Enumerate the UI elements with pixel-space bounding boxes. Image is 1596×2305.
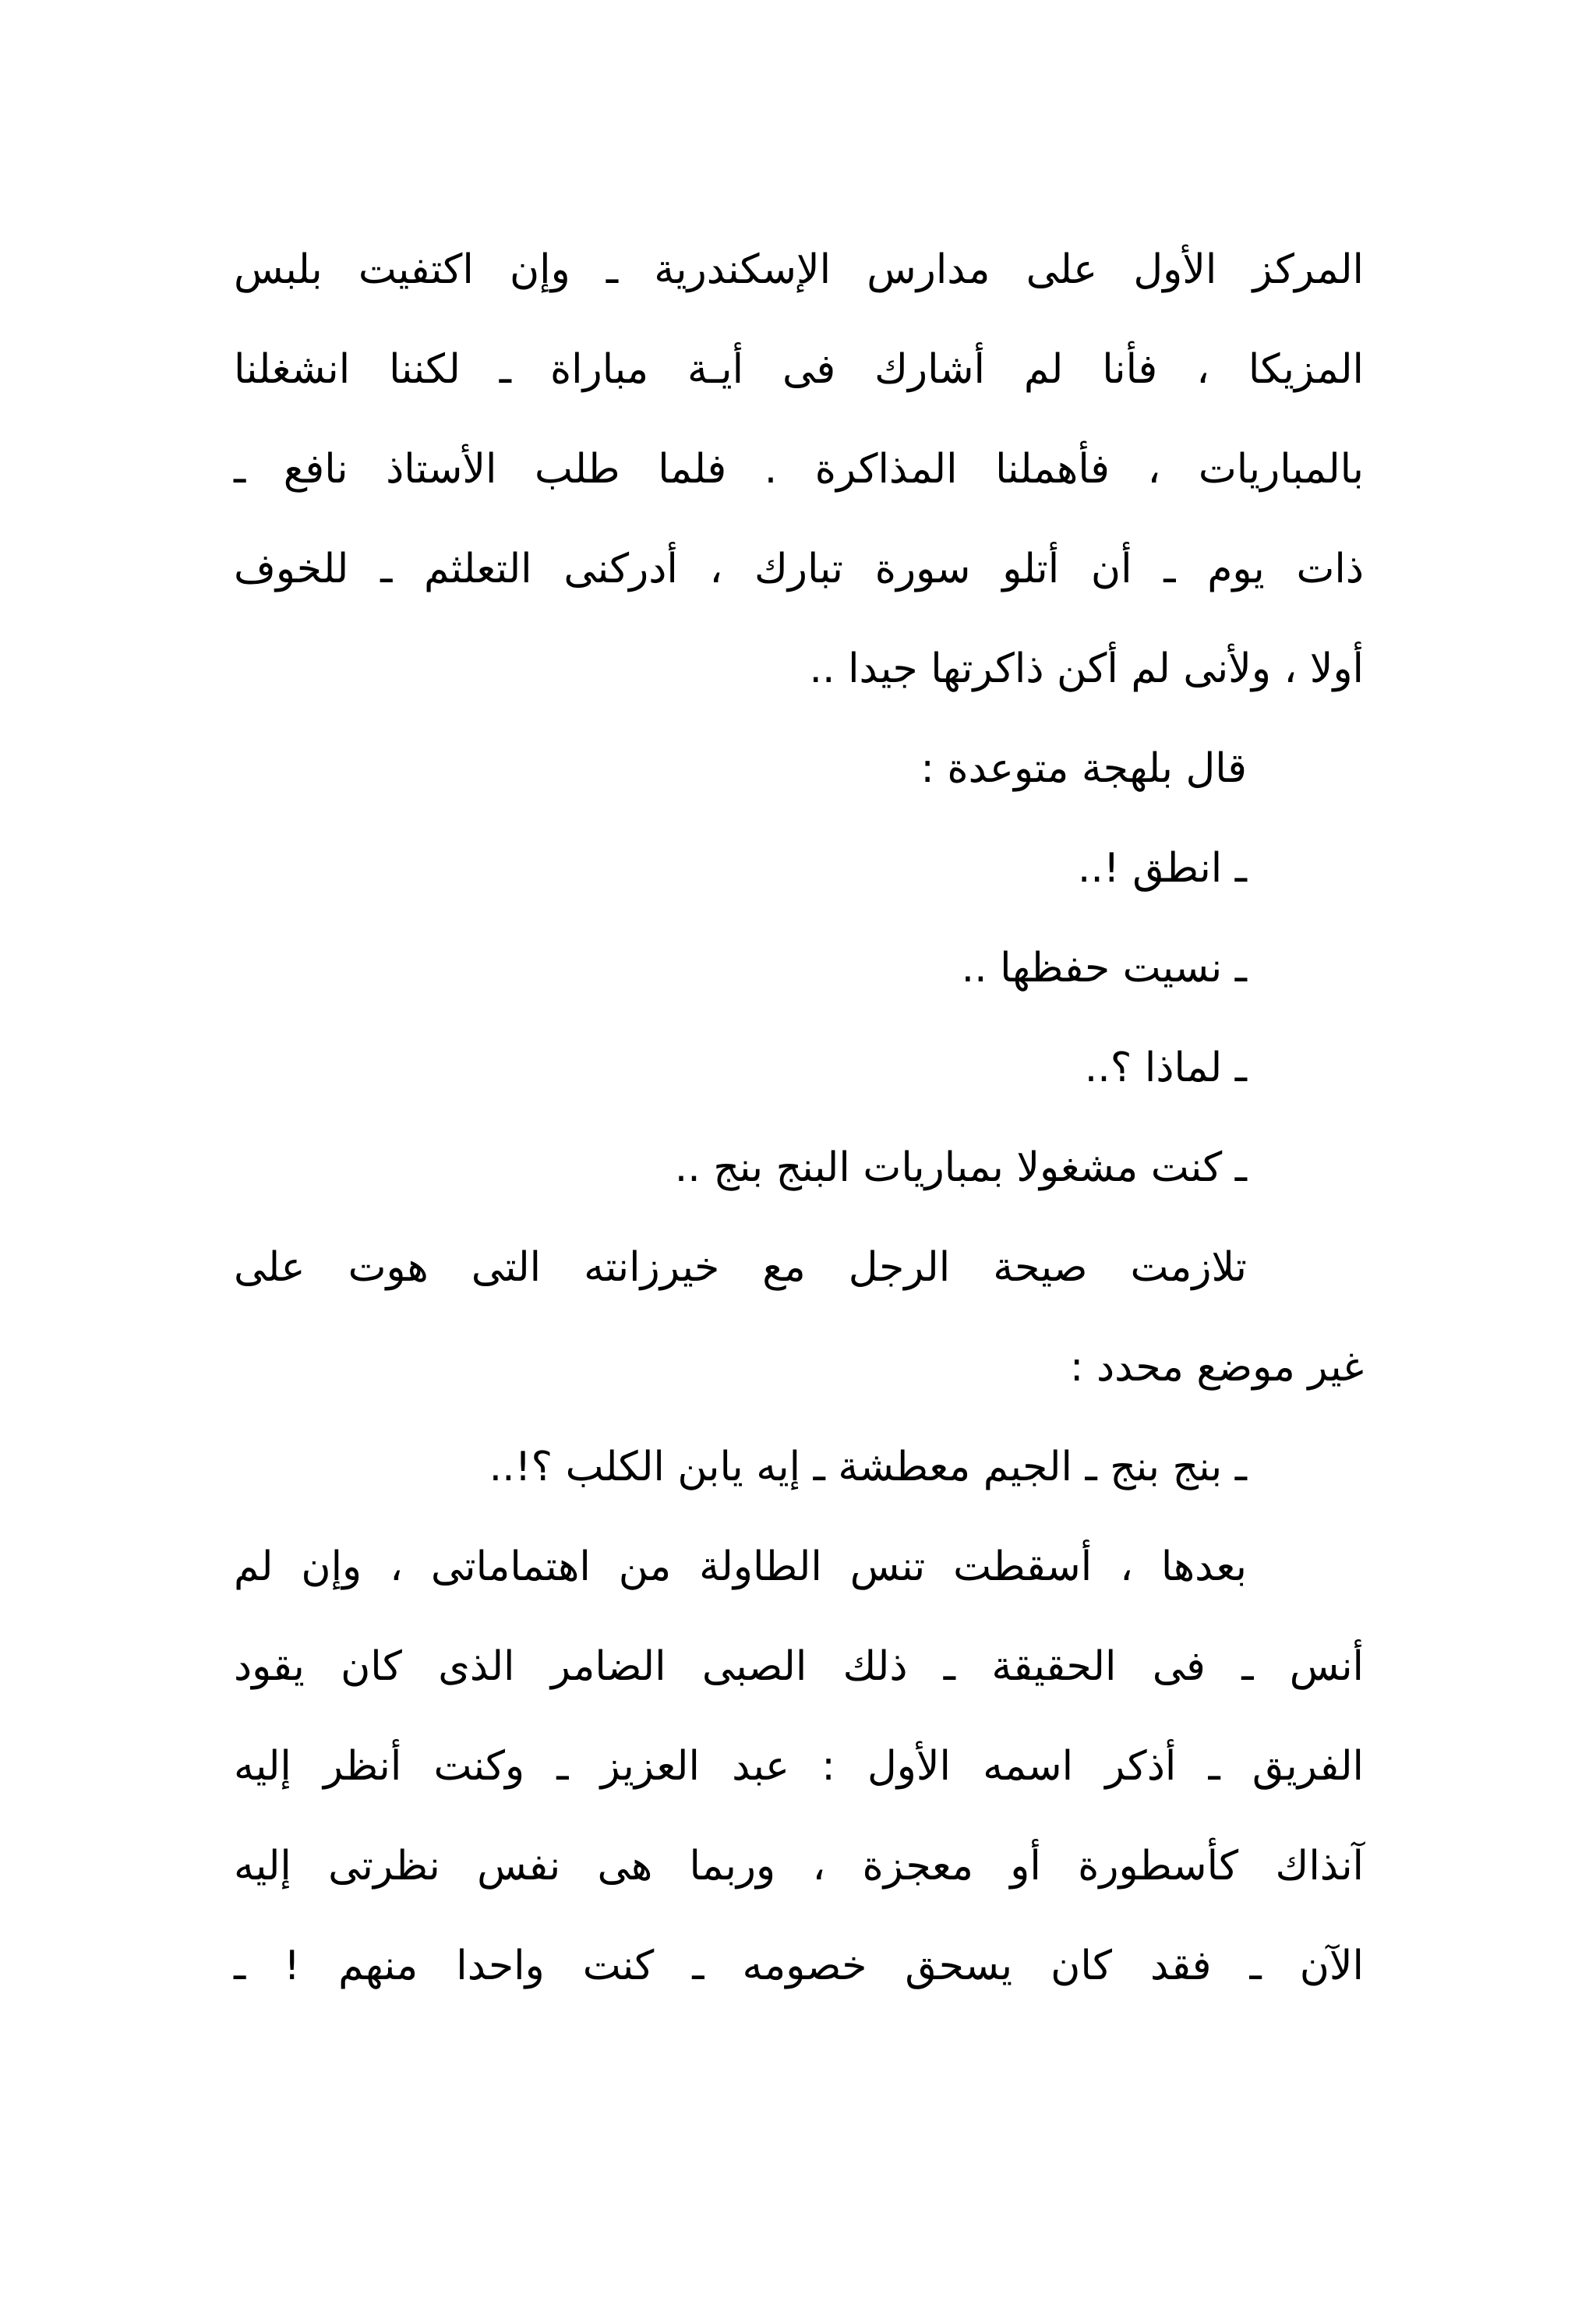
- text-line: بعدها ، أسقطت تنس الطاولة من اهتماماتى ، وإن لم: [234, 1543, 1247, 1590]
- dialogue-line: ـ كنت مشغولا بمباريات البنج بنج ..: [674, 1144, 1247, 1191]
- text-line: تلازمت صيحة الرجل مع خيرزانته التى هوت على: [234, 1244, 1247, 1291]
- text-line: الآن ـ فقد كان يسحق خصومه ـ كنت واحدا منهم ! ـ: [234, 1943, 1364, 1989]
- dialogue-line: ـ لماذا ؟..: [1084, 1045, 1247, 1091]
- text-line: المركز الأول على مدارس الإسكندرية ـ وإن اكتفيت بلبس: [234, 246, 1364, 293]
- text-line: أولا ، ولأنى لم أكن ذاكرتها جيدا ..: [809, 645, 1364, 692]
- text-line: ذات يوم ـ أن أتلو سورة تبارك ، أدركنى التعلثم ـ للخوف: [234, 546, 1364, 592]
- text-line: أنس ـ فى الحقيقة ـ ذلك الصبى الضامر الذى كان يقود: [234, 1643, 1364, 1690]
- text-line: المزيكا ، فأنا لم أشارك فى أيـة مباراة ـ لكننا انشغلنا: [234, 346, 1364, 393]
- dialogue-line: ـ نسيت حفظها ..: [961, 945, 1247, 992]
- text-line: آنذاك كأسطورة أو معجزة ، وربما هى نفس نظرتى إليه: [234, 1843, 1364, 1890]
- text-line: غير موضع محدد :: [1069, 1344, 1364, 1391]
- text-line: بالمباريات ، فأهملنا المذاكرة . فلما طلب الأستاذ نافع ـ: [234, 446, 1364, 493]
- text-line: قال بلهجة متوعدة :: [920, 745, 1247, 792]
- dialogue-line: ـ بنج بنج ـ الجيم معطشة ـ إيه يابن الكلب ؟!..: [489, 1444, 1247, 1490]
- text-line: الفريق ـ أذكر اسمه الأول : عبد العزيز ـ وكنت أنظر إليه: [234, 1743, 1364, 1790]
- dialogue-line: ـ انطق !..: [1077, 845, 1247, 892]
- body-text: [234, 220, 1364, 2016]
